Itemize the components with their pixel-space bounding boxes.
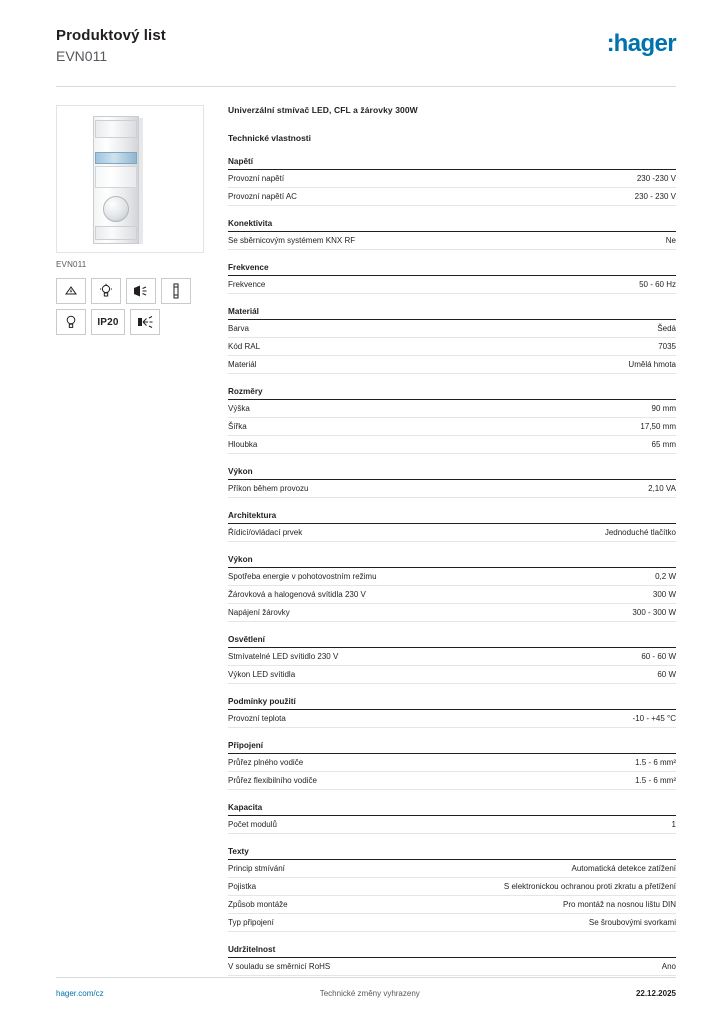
- table-row: [228, 418, 676, 436]
- spec-group-title: Výkon: [228, 555, 676, 568]
- spec-table: [228, 400, 676, 454]
- spec-group-title: Udržitelnost: [228, 945, 676, 958]
- spec-group-title: Napětí: [228, 157, 676, 170]
- table-row: [228, 436, 676, 454]
- spec-value: 230 -230 V: [485, 170, 676, 188]
- spec-table: [228, 170, 676, 206]
- spec-value: Šedá: [388, 320, 676, 338]
- spec-value: S elektronickou ochranou proti zkratu a přetížení: [338, 878, 676, 896]
- page-header: [0, 0, 724, 66]
- spec-group-title: Texty: [228, 847, 676, 860]
- spec-value: 17,50 mm: [404, 418, 676, 436]
- spec-value: Ano: [590, 958, 676, 976]
- specifications-column: [228, 105, 676, 989]
- table-row: [228, 356, 676, 374]
- spec-label: Frekvence: [228, 276, 427, 294]
- table-row: [228, 524, 676, 542]
- spec-value: Pro montáž na nosnou lištu DIN: [338, 896, 676, 914]
- spec-label: Průřez plného vodiče: [228, 754, 513, 772]
- spec-value: 1.5 - 6 mm²: [513, 754, 676, 772]
- ip-rating-icon: [91, 309, 125, 335]
- spec-group: [228, 847, 676, 932]
- table-row: [228, 816, 676, 834]
- table-row: [228, 666, 676, 684]
- spec-value: 300 W: [557, 586, 676, 604]
- spec-label: Počet modulů: [228, 816, 574, 834]
- spec-value: 300 - 300 W: [557, 604, 676, 622]
- spec-group: [228, 387, 676, 454]
- spec-table: [228, 232, 676, 250]
- spec-table: [228, 524, 676, 542]
- pictogram-list: [56, 278, 204, 335]
- device-blue-band: [95, 152, 137, 164]
- spec-group: [228, 263, 676, 294]
- table-row: [228, 586, 676, 604]
- spec-label: Se sběrnicovým systémem KNX RF: [228, 232, 614, 250]
- spec-label: Řídicí/ovládací prvek: [228, 524, 442, 542]
- spec-value: 2,10 VA: [533, 480, 676, 498]
- spec-label: Princip stmívání: [228, 860, 338, 878]
- spec-value: 1: [574, 816, 676, 834]
- spec-value: 65 mm: [404, 436, 676, 454]
- spec-group: [228, 511, 676, 542]
- spec-group: [228, 157, 676, 206]
- spec-table: [228, 568, 676, 622]
- spec-value: Umělá hmota: [388, 356, 676, 374]
- spec-label: Stmívatelné LED svítidlo 230 V: [228, 648, 547, 666]
- spec-group: [228, 803, 676, 834]
- spec-group: [228, 467, 676, 498]
- spec-label: Pojistka: [228, 878, 338, 896]
- spec-table: [228, 860, 676, 932]
- device-bottom-terminal: [95, 226, 137, 240]
- spec-table: [228, 958, 676, 976]
- table-row: [228, 568, 676, 586]
- table-row: [228, 276, 676, 294]
- bulb-icon: [56, 309, 86, 335]
- spec-value: Automatická detekce zatížení: [338, 860, 676, 878]
- spec-value: Se šroubovými svorkami: [338, 914, 676, 932]
- spec-group: [228, 741, 676, 790]
- spec-label: Šířka: [228, 418, 404, 436]
- spec-label: Provozní napětí AC: [228, 188, 485, 206]
- tech-properties-heading: Technické vlastnosti: [228, 133, 311, 144]
- footer-link[interactable]: hager.com/cz: [56, 989, 104, 998]
- footer-date: 22.12.2025: [635, 989, 676, 998]
- table-row: [228, 648, 676, 666]
- header-titles: [56, 26, 166, 66]
- spec-group-title: Kapacita: [228, 803, 676, 816]
- product-code-label: EVN011: [56, 260, 87, 270]
- spec-label: Příkon během provozu: [228, 480, 533, 498]
- spec-value: 90 mm: [404, 400, 676, 418]
- overvoltage-icon: [56, 278, 86, 304]
- spec-value: 7035: [388, 338, 676, 356]
- spec-label: Žárovková a halogenová svítidla 230 V: [228, 586, 557, 604]
- table-row: [228, 754, 676, 772]
- logo-text: hager: [613, 30, 676, 57]
- spec-label: Výkon LED svítidla: [228, 666, 547, 684]
- spec-group: [228, 219, 676, 250]
- spec-group-title: Rozměry: [228, 387, 676, 400]
- table-row: [228, 338, 676, 356]
- spec-table: [228, 710, 676, 728]
- spec-value: Ne: [614, 232, 676, 250]
- spec-group-title: Frekvence: [228, 263, 676, 276]
- spec-table: [228, 648, 676, 684]
- lamp-icon: [91, 278, 121, 304]
- spec-value: 60 W: [547, 666, 676, 684]
- footer-note: Technické změny vyhrazeny: [319, 989, 420, 998]
- spec-label: Barva: [228, 320, 388, 338]
- spec-group-title: Osvětlení: [228, 635, 676, 648]
- spec-table: [228, 276, 676, 294]
- page-footer: [56, 989, 676, 998]
- spec-label: Materiál: [228, 356, 388, 374]
- page-title: Produktový list: [56, 27, 166, 44]
- table-row: [228, 896, 676, 914]
- page-body: [0, 87, 724, 989]
- spec-label: Napájení žárovky: [228, 604, 557, 622]
- spec-group-title: Podmínky použití: [228, 697, 676, 710]
- spec-table: [228, 816, 676, 834]
- spec-label: Kód RAL: [228, 338, 388, 356]
- device-label-band: [95, 166, 137, 188]
- spec-table: [228, 754, 676, 790]
- spec-table: [228, 480, 676, 498]
- spec-group: [228, 697, 676, 728]
- device-illustration: [93, 116, 139, 244]
- table-row: [228, 320, 676, 338]
- spec-value: 230 - 230 V: [485, 188, 676, 206]
- spec-label: Typ připojení: [228, 914, 338, 932]
- table-row: [228, 772, 676, 790]
- spec-label: Provozní teplota: [228, 710, 461, 728]
- spec-value: 60 - 60 W: [547, 648, 676, 666]
- spec-value: 50 - 60 Hz: [427, 276, 676, 294]
- device-knob: [103, 196, 129, 222]
- spec-group: [228, 945, 676, 976]
- spec-value: Jednoduché tlačítko: [442, 524, 676, 542]
- product-description: Univerzální stmívač LED, CFL a žárovky 300W: [228, 105, 418, 116]
- table-row: [228, 188, 676, 206]
- table-row: [228, 480, 676, 498]
- spec-label: Spotřeba energie v pohotovostním režimu: [228, 568, 557, 586]
- light-output-icon: [130, 309, 160, 335]
- spec-value: 1.5 - 6 mm²: [513, 772, 676, 790]
- spec-label: V souladu se směrnicí RoHS: [228, 958, 590, 976]
- spec-label: Provozní napětí: [228, 170, 485, 188]
- spec-group: [228, 635, 676, 684]
- table-row: [228, 914, 676, 932]
- spec-group: [228, 555, 676, 622]
- spec-table: [228, 320, 676, 374]
- table-row: [228, 170, 676, 188]
- spec-label: Hloubka: [228, 436, 404, 454]
- spec-value: -10 - +45 °C: [461, 710, 676, 728]
- product-image: [56, 105, 204, 253]
- table-row: [228, 604, 676, 622]
- spec-groups: [228, 157, 676, 976]
- table-row: [228, 400, 676, 418]
- table-row: [228, 860, 676, 878]
- footer-divider: [56, 977, 676, 978]
- table-row: [228, 232, 676, 250]
- logo-colon: :: [606, 30, 614, 57]
- din-rail-icon: [161, 278, 191, 304]
- table-row: [228, 958, 676, 976]
- page-subtitle: EVN011: [56, 48, 108, 65]
- table-row: [228, 878, 676, 896]
- product-image-column: [56, 105, 204, 989]
- dimmer-icon: [126, 278, 156, 304]
- spec-group-title: Materiál: [228, 307, 676, 320]
- spec-label: Průřez flexibilního vodiče: [228, 772, 513, 790]
- ip-rating-label: IP20: [97, 316, 119, 328]
- spec-group-title: Architektura: [228, 511, 676, 524]
- spec-group-title: Výkon: [228, 467, 676, 480]
- hager-logo: [607, 26, 676, 56]
- spec-label: Způsob montáže: [228, 896, 338, 914]
- spec-group-title: Konektivita: [228, 219, 676, 232]
- spec-value: 0,2 W: [557, 568, 676, 586]
- device-top-terminal: [95, 120, 137, 138]
- spec-group-title: Připojení: [228, 741, 676, 754]
- spec-label: Výška: [228, 400, 404, 418]
- spec-group: [228, 307, 676, 374]
- table-row: [228, 710, 676, 728]
